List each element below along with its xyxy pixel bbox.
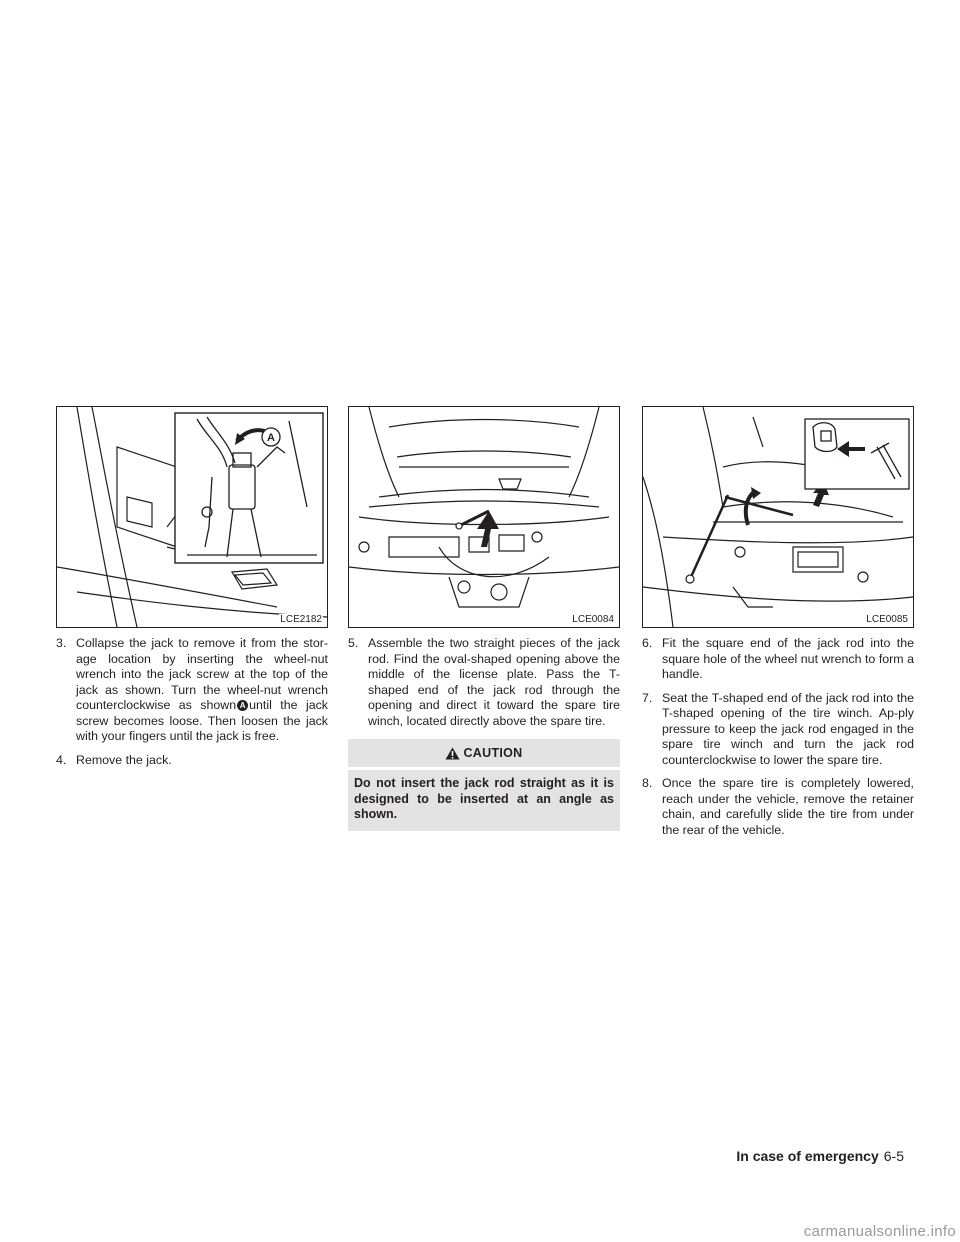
column-1 (56, 406, 328, 776)
figure-jack-rod-opening (348, 406, 620, 628)
figure-code: LCE2182 (280, 614, 322, 625)
step-7: 7. Seat the T-shaped end of the jack rod into the T-shaped opening of the tire winch. Ap-ply pressure to keep the jack rod engaged in the spare tire winch and turn the jack rod counterclockwise to lower the spare tire. (642, 690, 914, 767)
caution-title: CAUTION (463, 746, 523, 760)
watermark: carmanualsonline.info (803, 1223, 956, 1240)
winch-illustration (643, 407, 913, 627)
figure-code: LCE0085 (866, 614, 908, 625)
page-footer (736, 1148, 904, 1164)
page-number: 6-5 (883, 1148, 904, 1164)
warning-triangle-icon (445, 747, 460, 760)
figure-jack-storage (56, 406, 328, 628)
steps-list-col3 (642, 636, 914, 838)
step-3: 3. Collapse the jack to remove it from the stor-age location by inserting the wheel-nut wrench into the jack screw at the top of the jack as shown. Turn the wheel-nut wrench counterclockwise as shown A until the jack screw becomes loose. Then loosen the jack with your fingers until the jack is free. (56, 636, 329, 743)
caution-text: Do not insert the jack rod straight as it is designed to be inserted at an angle as shown. (348, 770, 620, 831)
steps-list-col1 (56, 636, 328, 768)
caution-box (348, 739, 620, 831)
caution-header (348, 739, 620, 767)
section-title: In case of emergency (736, 1148, 879, 1164)
column-2 (348, 406, 620, 831)
column-3 (642, 406, 914, 846)
callout-a-label: A (267, 432, 275, 444)
callout-a-icon: A (237, 700, 248, 711)
step-8: 8. Once the spare tire is completely lowered, reach under the vehicle, remove the retainer chain, and carefully slide the tire from under the rear of the vehicle. (642, 776, 914, 837)
figure-code: LCE0084 (572, 614, 614, 625)
steps-list-col2 (348, 636, 620, 729)
rear-bumper-illustration (349, 407, 619, 627)
step-6: 6. Fit the square end of the jack rod into the square hole of the wheel nut wrench to form a handle. (642, 636, 914, 681)
step-4: 4. Remove the jack. (56, 752, 172, 767)
jack-storage-illustration (57, 407, 327, 627)
step-5: 5. Assemble the two straight pieces of the jack rod. Find the oval-shaped opening above the middle of the license plate. Pass the T-shaped end of the jack rod through the opening and direct it toward the spare tire winch, located directly above the spare tire. (348, 636, 620, 728)
figure-winch-handle (642, 406, 914, 628)
